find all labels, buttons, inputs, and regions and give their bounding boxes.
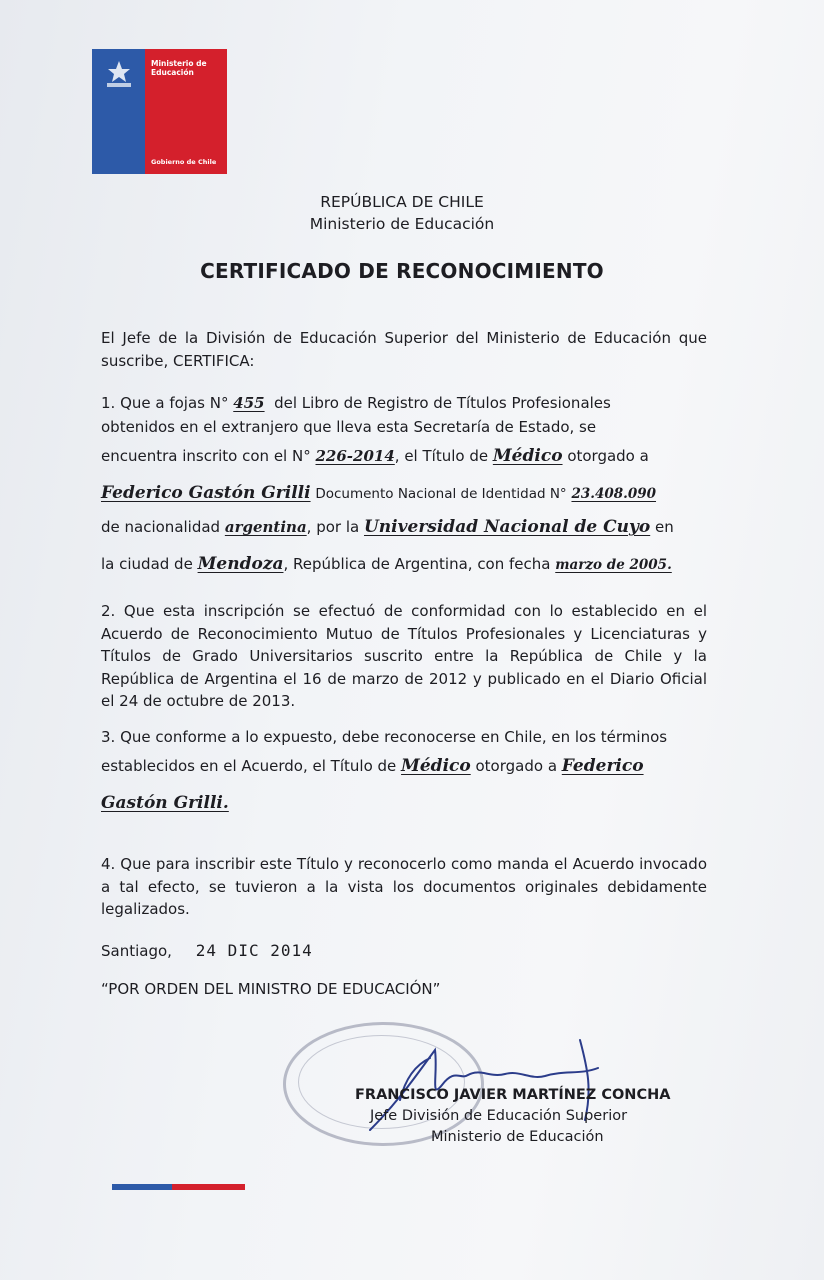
p1-line2: obtenidos en el extranjero que lleva esta Secretaría de Estado, se	[101, 418, 597, 436]
place: Santiago,	[101, 942, 172, 960]
p1-line5	[101, 517, 707, 537]
p1-numero: 226-2014	[315, 447, 395, 465]
p3-line1: 3. Que conforme a lo expuesto, debe reconocerse en Chile, en los términos	[101, 728, 668, 746]
logo-ministerio-text: Ministerio de Educación	[151, 59, 207, 77]
p1-text-j: la ciudad de	[101, 555, 193, 573]
header-ministerio: Ministerio de Educación	[309, 215, 495, 233]
p1-universidad: Universidad Nacional de Cuyo	[363, 517, 651, 537]
certificate-title: CERTIFICADO DE RECONOCIMIENTO	[200, 259, 604, 283]
logo-gobierno-text: Gobierno de Chile	[151, 158, 217, 166]
p1-text-h: , por la	[306, 518, 360, 536]
p1-text-k: , República de Argentina, con fecha	[283, 555, 551, 573]
p1-text-d: , el Título de	[394, 447, 489, 465]
signer-position: Jefe División de Educación Superior	[370, 1108, 628, 1124]
p1-titulo: Médico	[492, 446, 563, 466]
stripe-blue	[112, 1184, 172, 1190]
logo-red-panel	[145, 49, 227, 174]
p1-line6	[101, 554, 707, 574]
p3-text-b: establecidos en el Acuerdo, el Título de	[101, 757, 397, 775]
stripe-red	[172, 1184, 245, 1190]
p3-text-c: otorgado a	[475, 757, 558, 775]
coat-of-arms-icon	[99, 55, 139, 95]
date-line	[101, 941, 707, 960]
p1-text-b-start: del Libro de Registro de Títulos Profesionales	[274, 394, 611, 412]
header-republica: REPÚBLICA DE CHILE	[320, 193, 484, 211]
p1-dni: 23.408.090	[571, 486, 657, 502]
p1-line3	[101, 446, 707, 466]
paragraph-2: 2. Que esta inscripción se efectuó de conformidad con lo establecido en el Acuerdo de Reconocimiento Mutuo de Títulos Profesionales y Licenciaturas y Títulos de Grado Universitarios suscrito entre la República de Chile y la República de Argentina el 16 de marzo de 2012 y publicado en el Diario Oficial el 24 de octubre de 2013.	[101, 602, 707, 710]
footer-flag-stripe	[112, 1184, 245, 1190]
p1-line1	[101, 394, 707, 412]
signer-name: FRANCISCO JAVIER MARTÍNEZ CONCHA	[355, 1087, 671, 1103]
p1-fojas: 455	[233, 394, 265, 412]
p1-nacionalidad: argentina	[224, 518, 307, 536]
paragraph-4: 4. Que para inscribir este Título y reconocerlo como manda el Acuerdo invocado a tal efecto, se tuvieron a la vista los documentos originales debidamente legalizados.	[101, 855, 707, 918]
p1-line4	[101, 483, 707, 503]
signer-ministry: Ministerio de Educación	[431, 1129, 604, 1145]
p1-text-c: encuentra inscrito con el N°	[101, 447, 311, 465]
p1-text-i: en	[654, 518, 674, 536]
p3-nombre2: Gastón Grilli.	[101, 793, 229, 813]
p1-ciudad: Mendoza	[197, 554, 284, 574]
p1-text-f: Documento Nacional de Identidad N°	[315, 486, 567, 502]
p1-nombre: Federico Gastón Grilli	[101, 483, 311, 503]
por-orden: “POR ORDEN DEL MINISTRO DE EDUCACIÓN”	[101, 980, 441, 998]
p3-titulo: Médico	[401, 756, 471, 776]
p1-text-g: de nacionalidad	[101, 518, 221, 536]
p1-text-a: 1. Que a fojas N°	[101, 394, 229, 412]
p3-nombre1: Federico	[561, 756, 644, 776]
intro-paragraph: El Jefe de la División de Educación Superior del Ministerio de Educación que suscribe, CERTIFICA:	[101, 329, 707, 370]
logo-blue-panel	[92, 49, 145, 174]
p3-line2	[101, 756, 707, 776]
p1-fecha: marzo de 2005.	[555, 557, 672, 573]
p3-line3	[101, 793, 707, 813]
p1-text-e: otorgado a	[567, 447, 649, 465]
date-stamp: 24 DIC 2014	[195, 941, 313, 960]
ministerio-logo	[92, 49, 227, 174]
